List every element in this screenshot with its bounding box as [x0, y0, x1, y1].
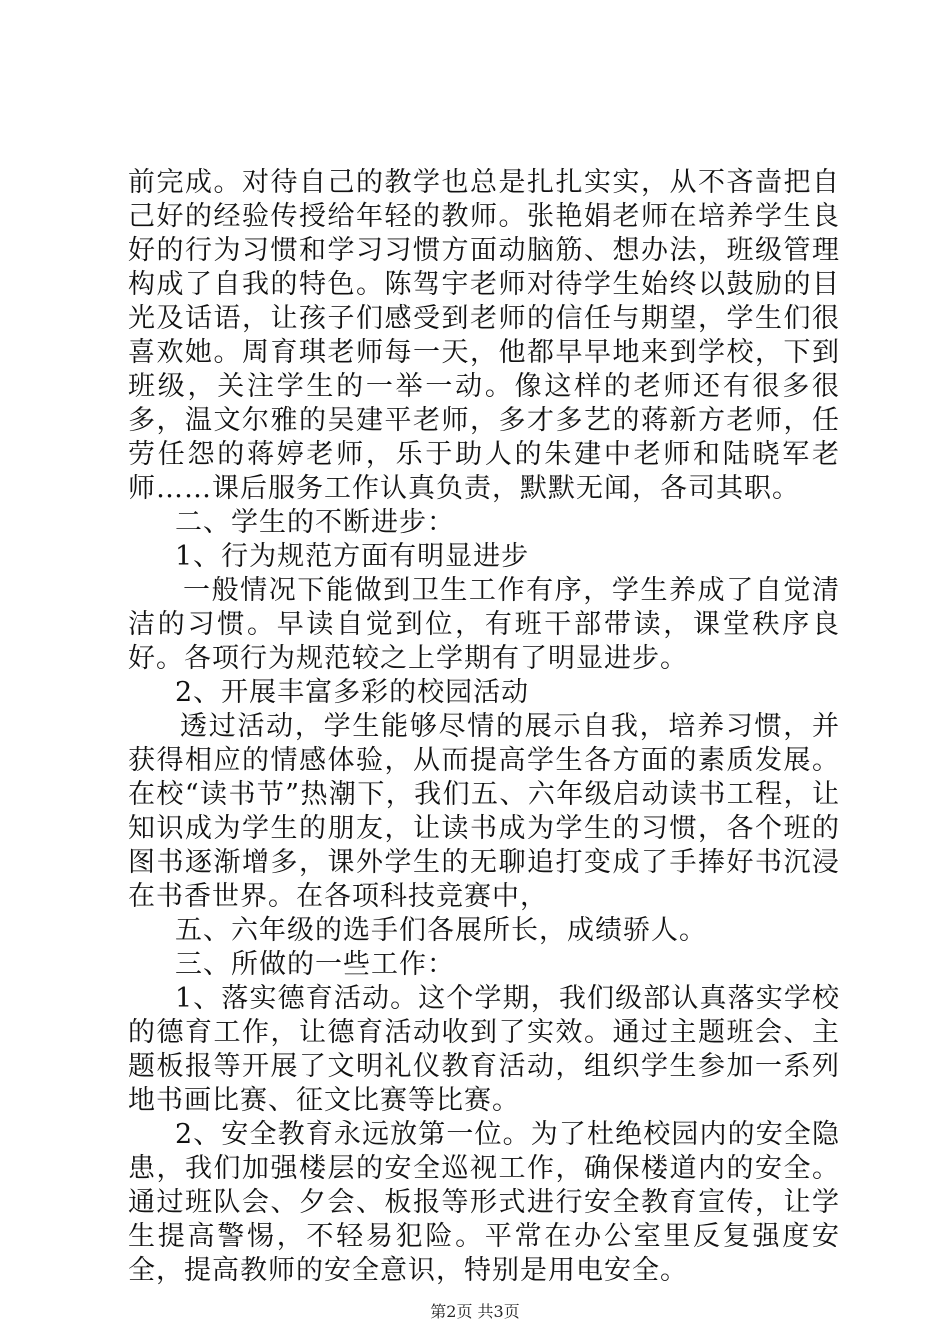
- paragraph-teachers: 前完成。对待自己的教学也总是扎扎实实，从不吝啬把自己好的经验传授给年轻的教师。张艳娟老师在培养学生良好的行为习惯和学习习惯方面动脑筋、想办法，班级管理构成了自我的特色。陈驾宇老师对待学生始终以鼓励的目光及话语，让孩子们感受到老师的信任与期望，学生们很喜欢她。周育琪老师每一天，他都早早地来到学校，下到班级，关注学生的一举一动。像这样的老师还有很多很多，温文尔雅的吴建平老师，多才多艺的蒋新方老师，任劳任怨的蒋婷老师，乐于助人的朱建中老师和陆晓军老师……课后服务工作认真负责，默默无闻，各司其职。: [128, 167, 840, 504]
- subheading-activities: 2、开展丰富多彩的校园活动: [175, 677, 530, 708]
- paragraph-behavior: 一般情况下能做到卫生工作有序，学生养成了自觉清洁的习惯。早读自觉到位，有班干部带读，课堂秩序良好。各项行为规范较之上学期有了明显进步。: [128, 575, 840, 674]
- page-number-footer: 第2页 共3页: [430, 1302, 520, 1321]
- paragraph-safety-education: 2、安全教育永远放第一位。为了杜绝校园内的安全隐患，我们加强楼层的安全巡视工作，确保楼道内的安全。通过班队会、夕会、板报等形式进行安全教育宣传，让学生提高警惕，不轻易犯险。平常在办公室里反复强度安全，提高教师的安全意识，特别是用电安全。: [128, 1119, 840, 1286]
- section-heading-work: 三、所做的一些工作：: [175, 949, 455, 980]
- section-heading-students: 二、学生的不断进步：: [175, 507, 455, 538]
- paragraph-competition: 五、六年级的选手们各展所长，成绩骄人。: [175, 915, 707, 946]
- document-body: [128, 166, 840, 1288]
- subheading-behavior: 1、行为规范方面有明显进步: [175, 541, 530, 572]
- paragraph-moral-education: 1、落实德育活动。这个学期，我们级部认真落实学校的德育工作，让德育活动收到了实效。通过主题班会、主题板报等开展了文明礼仪教育活动，组织学生参加一系列地书画比赛、征文比赛等比赛。: [128, 983, 840, 1116]
- paragraph-activities: 透过活动，学生能够尽情的展示自我，培养习惯，并获得相应的情感体验，从而提高学生各方面的素质发展。在校“读书节”热潮下，我们五、六年级启动读书工程，让知识成为学生的朋友，让读书成为学生的习惯，各个班的图书逐渐增多，课外学生的无聊追打变成了手捧好书沉浸在书香世界。在各项科技竞赛中，: [128, 711, 840, 912]
